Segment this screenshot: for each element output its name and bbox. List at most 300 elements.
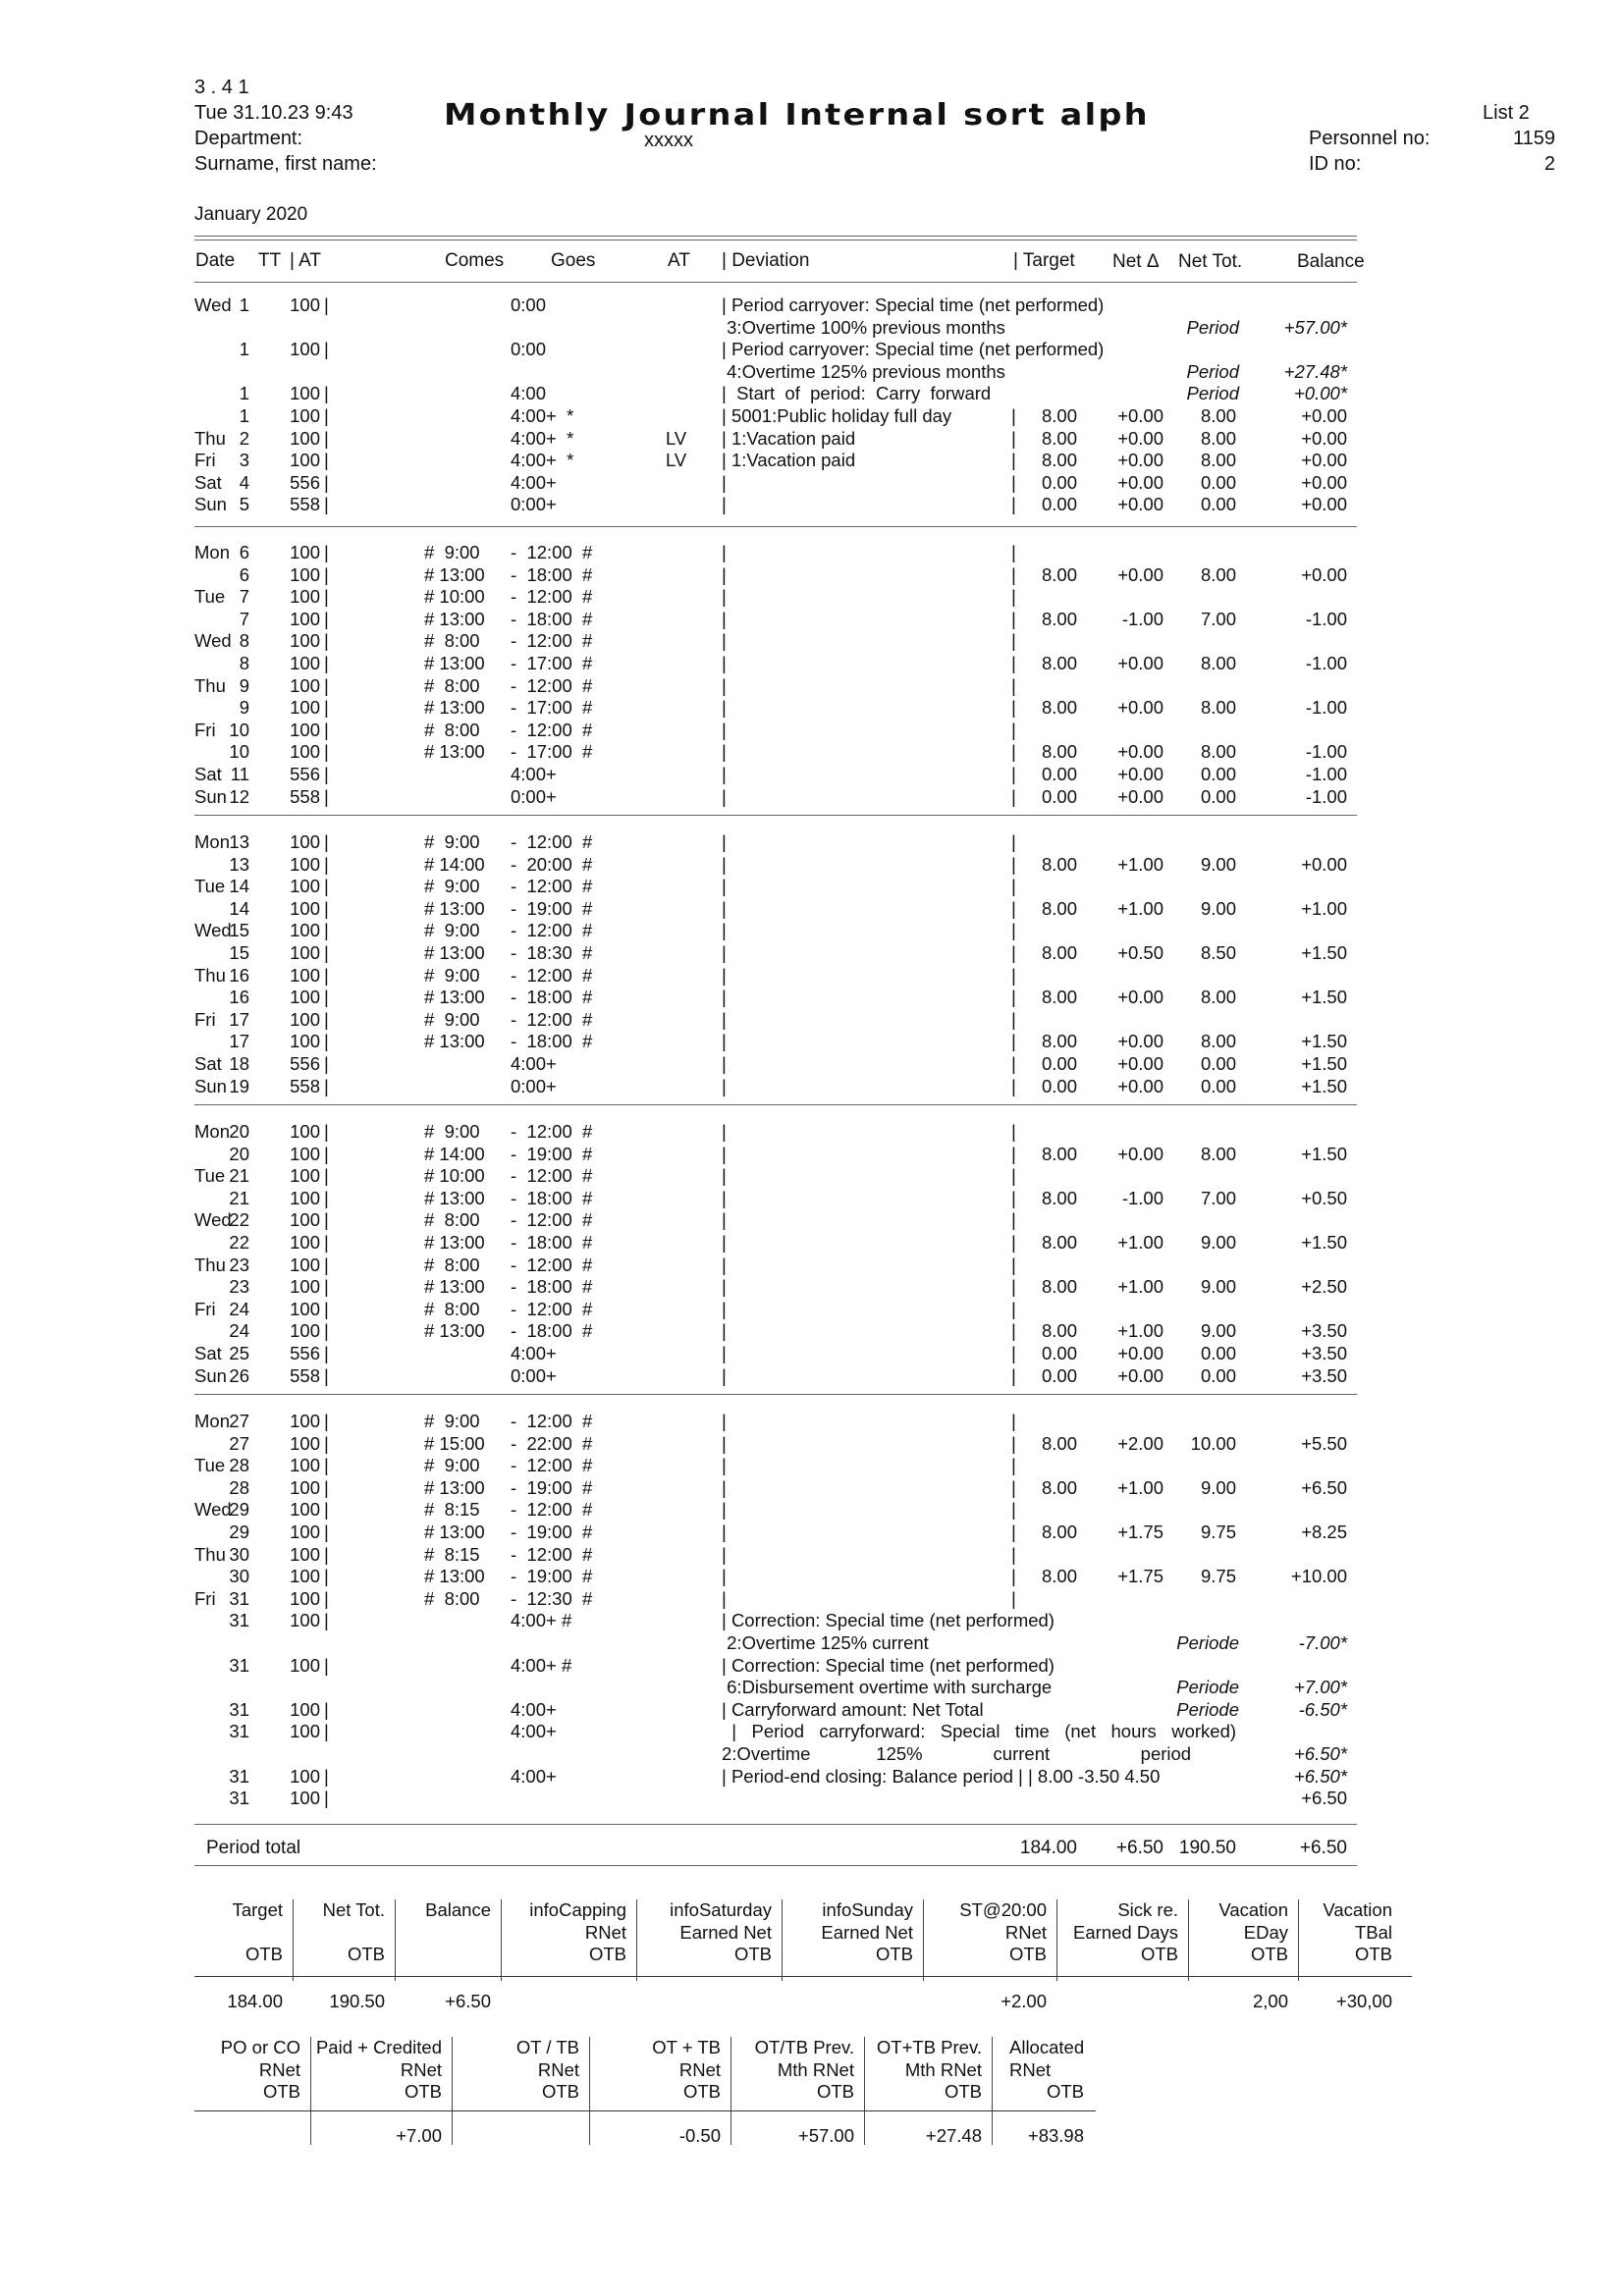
row-balance: -1.00 [1305, 608, 1347, 629]
row-deviation: | [722, 1499, 727, 1521]
journal-row [0, 339, 1623, 361]
row-goes: - 12:00 # [511, 1254, 593, 1275]
row-target: 0.00 [1041, 1364, 1077, 1386]
col-nettot: Net Tot. [1178, 251, 1243, 272]
row-goes: - 17:00 # [511, 653, 593, 673]
row-daynum: 31 [229, 1654, 249, 1676]
row-period-tag: Period [1186, 316, 1239, 338]
row-deviation: | [722, 1209, 727, 1231]
summary2-header-5-line-0: OT+TB Prev. [876, 2037, 982, 2057]
row-target-separator: | [1011, 987, 1016, 1008]
row-tt: 558 [290, 1364, 320, 1386]
row-at-separator: | [324, 1254, 329, 1275]
row-target-separator: | [1011, 608, 1016, 629]
row-day: Fri [194, 719, 216, 740]
summary2-header-1-line-0: Paid + Credited [315, 2037, 442, 2057]
row-tt: 100 [290, 542, 320, 562]
row-at-separator: | [324, 831, 329, 852]
row-daynum: 31 [229, 1610, 249, 1631]
row-at-separator: | [324, 942, 329, 963]
journal-row [0, 1255, 1623, 1277]
row-target-separator: | [1011, 1499, 1016, 1521]
row-comes: # 9:00 [424, 542, 480, 562]
row-goes: 4:00+ # [511, 1654, 572, 1676]
journal-row [0, 786, 1623, 809]
row-day: Fri [194, 1008, 216, 1030]
row-at-separator: | [324, 1698, 329, 1720]
row-goes: 4:00+ * [511, 405, 574, 426]
row-netdelta: -1.00 [1121, 1187, 1163, 1208]
row-target: 0.00 [1041, 1343, 1077, 1363]
row-target-separator: | [1011, 1411, 1016, 1431]
row-tt: 100 [290, 897, 320, 919]
summary1-header-9-line-1: TBal [1354, 1921, 1392, 1943]
row-target: 8.00 [1041, 942, 1077, 963]
row-deviation: 2:Overtime 125% current [722, 1632, 929, 1653]
row-comes: # 14:00 [424, 1143, 485, 1164]
personnel-label: Personnel no: [1309, 128, 1431, 149]
report-code: 3 . 4 1 [194, 77, 249, 98]
row-deviation: | [722, 697, 727, 719]
row-netdelta: +1.00 [1117, 1320, 1163, 1342]
summary1-header-4-line-1: Earned Net [679, 1921, 772, 1943]
row-deviation: | [722, 1075, 727, 1096]
row-period-tag: Period [1186, 383, 1239, 404]
row-deviation: 4:Overtime 125% previous months [722, 360, 1005, 382]
row-tt: 100 [290, 942, 320, 963]
row-balance: +1.50 [1301, 942, 1347, 963]
row-goes: - 12:00 # [511, 831, 593, 852]
row-balance: +8.25 [1301, 1522, 1347, 1542]
row-daynum: 31 [229, 1721, 249, 1742]
row-target-separator: | [1011, 1187, 1016, 1208]
row-tt: 100 [290, 1522, 320, 1542]
row-comes: # 13:00 [424, 1566, 485, 1587]
row-day: Fri [194, 1587, 216, 1609]
row-daynum: 17 [229, 1031, 249, 1052]
row-daynum: 1 [239, 339, 249, 360]
summary2-header-3-line-1: RNet [678, 2058, 721, 2080]
row-daynum: 16 [229, 964, 249, 986]
row-target-separator: | [1011, 1587, 1016, 1609]
department-value: xxxxx [644, 130, 693, 151]
row-goes: - 18:00 # [511, 608, 593, 629]
row-target-separator: | [1011, 1320, 1016, 1342]
summary2-column-divider [452, 2037, 453, 2145]
row-netdelta: +0.00 [1117, 987, 1163, 1008]
row-balance: -7.00* [1298, 1632, 1347, 1653]
row-nettot: 0.00 [1200, 1075, 1236, 1096]
summary2-column-divider [730, 2037, 731, 2145]
row-deviation: | [722, 1432, 727, 1454]
journal-row [0, 294, 1623, 317]
row-target-separator: | [1011, 1008, 1016, 1030]
row-comes: # 9:00 [424, 1455, 480, 1476]
row-target-separator: | [1011, 427, 1016, 449]
row-goes: - 12:00 # [511, 586, 593, 608]
col-at: | AT [290, 250, 322, 271]
row-balance: +5.50 [1301, 1432, 1347, 1454]
row-balance: +1.50 [1301, 1031, 1347, 1052]
row-goes: 4:00+ [511, 471, 557, 493]
row-balance: -1.00 [1305, 697, 1347, 719]
row-at-separator: | [324, 630, 329, 652]
row-balance: +10.00 [1290, 1566, 1347, 1587]
row-goes: 0:00 [511, 294, 547, 315]
row-netdelta: +0.00 [1117, 1031, 1163, 1052]
row-tt: 100 [290, 1298, 320, 1319]
row-deviation: | Correction: Special time (net performed) [722, 1610, 1055, 1631]
summary2-header-6-line-0: Allocated [1009, 2037, 1085, 2057]
row-target-separator: | [1011, 1522, 1016, 1542]
row-daynum: 21 [229, 1187, 249, 1208]
summary1-header-6-line-0: ST@20:00 [959, 1899, 1047, 1920]
row-comes: # 9:00 [424, 876, 480, 897]
summary2-header-1-line-1: RNet [400, 2058, 442, 2080]
row-tt: 558 [290, 1075, 320, 1096]
row-comes: # 8:00 [424, 1298, 480, 1319]
row-netdelta: +1.00 [1117, 853, 1163, 875]
row-tt: 100 [290, 1187, 320, 1208]
row-period-tag: Periode [1176, 1677, 1239, 1698]
journal-row [0, 1165, 1623, 1188]
row-at-separator: | [324, 1432, 329, 1454]
row-at-separator: | [324, 383, 329, 404]
row-target: 8.00 [1041, 897, 1077, 919]
row-day: Thu [194, 674, 226, 696]
summary2-header-3-line-0: OT + TB [652, 2037, 721, 2057]
row-at-separator: | [324, 785, 329, 807]
row-daynum: 5 [239, 494, 249, 515]
row-nettot: 8.00 [1200, 653, 1236, 673]
row-deviation: | [722, 1143, 727, 1164]
journal-row [0, 653, 1623, 675]
journal-row [0, 1031, 1623, 1053]
row-tt: 100 [290, 653, 320, 673]
week-separator [194, 526, 1357, 527]
row-deviation: | Carryforward amount: Net Total [722, 1698, 984, 1720]
row-deviation: | [722, 1121, 727, 1142]
summary1-column-divider [923, 1899, 924, 1981]
row-balance: +0.00 [1301, 405, 1347, 426]
row-at-separator: | [324, 987, 329, 1008]
journal-row [0, 1721, 1623, 1743]
row-at-separator: | [324, 450, 329, 471]
row-tt: 100 [290, 1165, 320, 1187]
journal-row [0, 1610, 1623, 1632]
row-deviation: | [722, 853, 727, 875]
summary2-header-2-line-2: OTB [541, 2081, 579, 2102]
journal-row [0, 1299, 1623, 1321]
row-goes: 0:00+ [511, 494, 557, 515]
row-deviation: | 1:Vacation paid [722, 450, 856, 471]
row-daynum: 11 [230, 764, 249, 784]
row-goes: - 12:00 # [511, 719, 593, 740]
row-target-separator: | [1011, 471, 1016, 493]
personnel-value: 1159 [1512, 128, 1555, 149]
row-at-separator: | [324, 1610, 329, 1631]
row-balance: +0.00 [1301, 563, 1347, 585]
row-netdelta: +0.00 [1117, 1343, 1163, 1363]
row-deviation: | [722, 987, 727, 1008]
row-deviation: | [722, 1566, 727, 1587]
row-target: 8.00 [1041, 1187, 1077, 1208]
summary1-header-7-line-0: Sick re. [1117, 1899, 1178, 1920]
row-deviation: | [722, 630, 727, 652]
summary2-header-4-line-2: OTB [816, 2081, 854, 2102]
row-balance: +0.00 [1301, 494, 1347, 515]
journal-row [0, 1566, 1623, 1588]
row-at-separator: | [324, 1455, 329, 1476]
row-target-separator: | [1011, 1343, 1016, 1363]
department-label: Department: [194, 128, 303, 149]
row-deviation: | [722, 586, 727, 608]
row-target-separator: | [1011, 1298, 1016, 1319]
row-comes: # 10:00 [424, 1165, 485, 1187]
journal-row [0, 630, 1623, 653]
journal-row [0, 1544, 1623, 1567]
row-balance: +6.50 [1301, 1788, 1347, 1809]
period-total-rule [194, 1824, 1357, 1825]
row-deviation: | [722, 1364, 727, 1386]
summary1-header-9-line-2: OTB [1354, 1944, 1392, 1964]
row-daynum: 9 [239, 674, 249, 696]
row-deviation: | [722, 1411, 727, 1431]
row-netdelta: +0.00 [1117, 427, 1163, 449]
row-deviation: | [722, 831, 727, 852]
row-daynum: 30 [229, 1566, 249, 1587]
row-day: Mon [194, 1411, 230, 1431]
row-daynum: 31 [229, 1587, 249, 1609]
summary1-header-1-line-2: OTB [347, 1944, 385, 1964]
row-target: 8.00 [1041, 1522, 1077, 1542]
journal-row [0, 965, 1623, 988]
row-tt: 100 [290, 697, 320, 719]
summary1-header-6-line-2: OTB [1008, 1944, 1047, 1964]
row-day: Wed [194, 920, 232, 941]
row-netdelta: +1.00 [1117, 1232, 1163, 1253]
row-daynum: 23 [229, 1276, 249, 1298]
row-deviation: | [722, 741, 727, 763]
row-daynum: 30 [229, 1543, 249, 1565]
row-nettot: 9.75 [1200, 1566, 1236, 1587]
row-daynum: 1 [239, 294, 249, 315]
row-goes: 0:00 [511, 339, 547, 360]
row-target-separator: | [1011, 542, 1016, 562]
row-comes: # 13:00 [424, 1476, 485, 1498]
row-balance: +0.50 [1301, 1187, 1347, 1208]
row-target-separator: | [1011, 405, 1016, 426]
row-goes: - 22:00 # [511, 1432, 593, 1454]
summary1-value-9: +30,00 [1335, 1991, 1392, 2011]
row-nettot: 0.00 [1200, 1364, 1236, 1386]
row-target: 8.00 [1041, 853, 1077, 875]
row-target: 8.00 [1041, 1031, 1077, 1052]
summary2-header-5-line-1: Mth RNet [904, 2058, 982, 2080]
journal-row [0, 1477, 1623, 1500]
row-tt: 100 [290, 964, 320, 986]
row-deviation: | [722, 1298, 727, 1319]
row-deviation: | [722, 1008, 727, 1030]
summary1-header-8-line-1: EDay [1243, 1921, 1288, 1943]
row-target-separator: | [1011, 1053, 1016, 1074]
row-at-separator: | [324, 876, 329, 897]
row-tt: 100 [290, 1587, 320, 1609]
row-goes: 4:00 [511, 383, 547, 404]
journal-row [0, 854, 1623, 877]
row-balance: -1.00 [1305, 785, 1347, 807]
row-balance: +2.50 [1301, 1276, 1347, 1298]
row-deviation: | [722, 764, 727, 784]
row-deviation: | Period carryforward: Special time (net hours worked) [722, 1721, 1237, 1742]
row-balance: +1.50 [1301, 1053, 1347, 1074]
id-value: 2 [1543, 153, 1555, 175]
journal-row [0, 361, 1623, 384]
row-comes: # 9:00 [424, 964, 480, 986]
row-target: 0.00 [1041, 764, 1077, 784]
row-deviation: | [722, 1455, 727, 1476]
row-tt: 100 [290, 586, 320, 608]
summary2-header-0-line-0: PO or CO [220, 2037, 300, 2057]
row-goes: - 12:00 # [511, 1298, 593, 1319]
row-target-separator: | [1011, 897, 1016, 919]
row-day: Fri [194, 450, 216, 471]
summary1-value-6: +2.00 [1001, 1991, 1047, 2011]
row-at-separator: | [324, 339, 329, 360]
row-target-separator: | [1011, 1476, 1016, 1498]
row-daynum: 7 [239, 608, 249, 629]
row-netdelta: +0.00 [1117, 785, 1163, 807]
row-target-separator: | [1011, 1432, 1016, 1454]
row-goes: - 17:00 # [511, 697, 593, 719]
period-total-netdelta: +6.50 [1115, 1838, 1163, 1858]
period-total-nettot: 190.50 [1178, 1838, 1236, 1858]
row-daynum: 1 [239, 405, 249, 426]
row-balance: +1.50 [1301, 1143, 1347, 1164]
row-netdelta: +0.00 [1117, 450, 1163, 471]
row-target: 8.00 [1041, 653, 1077, 673]
journal-row [0, 542, 1623, 564]
row-target-separator: | [1011, 1143, 1016, 1164]
journal-row [0, 1009, 1623, 1032]
col-netdelta: Net Δ [1112, 251, 1160, 272]
row-netdelta: +0.00 [1117, 494, 1163, 515]
col-at2: AT [668, 250, 690, 271]
row-comes: # 9:00 [424, 831, 480, 852]
row-tt: 100 [290, 876, 320, 897]
summary2-header-5-line-2: OTB [944, 2081, 982, 2102]
row-deviation: | [722, 471, 727, 493]
summary2-rule [194, 2110, 1096, 2111]
period-total-rule-bottom [194, 1865, 1357, 1866]
journal-row [0, 920, 1623, 942]
row-tt: 556 [290, 471, 320, 493]
row-daynum: 9 [239, 697, 249, 719]
row-balance: -1.00 [1305, 653, 1347, 673]
journal-row [0, 1632, 1623, 1655]
col-goes: Goes [551, 250, 596, 271]
row-balance: +6.50* [1293, 1765, 1347, 1787]
row-tt: 100 [290, 1008, 320, 1030]
summary2-value-4: +57.00 [797, 2125, 854, 2146]
journal-row [0, 1053, 1623, 1076]
row-tt: 100 [290, 630, 320, 652]
row-day: Sat [194, 1053, 222, 1074]
row-at-separator: | [324, 1276, 329, 1298]
row-deviation: | Period-end closing: Balance period | | 8.00 -3.50 4.50 [722, 1765, 1161, 1787]
journal-row [0, 675, 1623, 698]
col-date: Date [195, 250, 236, 271]
summary2-column-divider [992, 2037, 993, 2145]
row-tt: 100 [290, 339, 320, 360]
journal-row [0, 609, 1623, 631]
row-target: 8.00 [1041, 1476, 1077, 1498]
period-total-balance: +6.50 [1299, 1838, 1347, 1858]
row-comes: # 8:00 [424, 1587, 480, 1609]
row-goes: - 12:00 # [511, 920, 593, 941]
row-comes: # 13:00 [424, 942, 485, 963]
row-target-separator: | [1011, 831, 1016, 852]
summary2-header-6-line-1: RNet [1009, 2058, 1052, 2080]
row-nettot: 0.00 [1200, 494, 1236, 515]
journal-row [0, 720, 1623, 742]
journal-row [0, 1276, 1623, 1299]
row-tt: 100 [290, 450, 320, 471]
row-balance: +6.50* [1293, 1743, 1347, 1764]
row-comes: # 13:00 [424, 897, 485, 919]
row-goes: 4:00+ # [511, 1610, 572, 1631]
row-deviation: | [722, 1165, 727, 1187]
row-tt: 100 [290, 987, 320, 1008]
summary1-header-5-line-1: Earned Net [821, 1921, 913, 1943]
row-goes: - 12:00 # [511, 876, 593, 897]
summary1-header-2-line-0: Balance [425, 1899, 491, 1920]
row-comes: # 8:00 [424, 630, 480, 652]
row-at-separator: | [324, 1121, 329, 1142]
row-tt: 100 [290, 1499, 320, 1521]
row-target-separator: | [1011, 1075, 1016, 1096]
row-balance: +3.50 [1301, 1343, 1347, 1363]
row-balance: +1.50 [1301, 1232, 1347, 1253]
row-goes: - 18:00 # [511, 1320, 593, 1342]
row-target-separator: | [1011, 494, 1016, 515]
row-balance: -1.00 [1305, 764, 1347, 784]
row-day: Wed [194, 1209, 232, 1231]
row-deviation: | [722, 1476, 727, 1498]
row-at-separator: | [324, 1320, 329, 1342]
summary2-value-6: +83.98 [1027, 2125, 1084, 2146]
row-netdelta: +0.00 [1117, 1053, 1163, 1074]
row-goes: 4:00+ [511, 1343, 557, 1363]
row-day: Sat [194, 1343, 222, 1363]
row-goes: - 12:00 # [511, 1499, 593, 1521]
journal-row [0, 942, 1623, 965]
col-comes: Comes [445, 250, 505, 271]
row-daynum: 22 [229, 1209, 249, 1231]
row-netdelta: +2.00 [1117, 1432, 1163, 1454]
row-netdelta: +1.00 [1117, 1476, 1163, 1498]
row-at-separator: | [324, 719, 329, 740]
row-comes: # 13:00 [424, 987, 485, 1008]
journal-row [0, 697, 1623, 720]
row-day: Fri [194, 1298, 216, 1319]
row-at-separator: | [324, 1587, 329, 1609]
row-target-separator: | [1011, 1455, 1016, 1476]
row-comes: # 8:00 [424, 674, 480, 696]
row-goes: 4:00+ [511, 764, 557, 784]
row-deviation: | [722, 494, 727, 515]
row-daynum: 7 [239, 586, 249, 608]
